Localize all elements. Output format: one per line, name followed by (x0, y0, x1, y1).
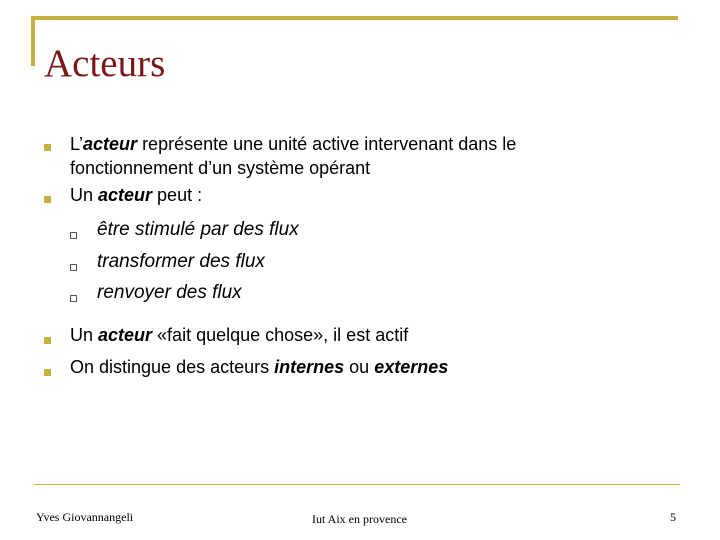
slide-title: Acteurs (44, 42, 166, 85)
bullet-1-em: acteur (83, 134, 138, 154)
subitem-2: transformer des flux (97, 251, 265, 272)
subitem-1: être stimulé par des flux (97, 219, 299, 240)
bullet-4-text (70, 355, 448, 379)
bullet-4-em1: internes (274, 357, 345, 377)
bullet-3-em: acteur (98, 325, 153, 345)
bullet-square-icon (44, 144, 51, 151)
bullet-square-icon (44, 337, 51, 344)
bullet-1-pre: L’ (70, 134, 84, 154)
bullet-1-line-2: fonctionnement d’un système opérant (70, 158, 371, 178)
checkbox-bullet-icon (70, 232, 77, 239)
page-number: 5 (670, 510, 676, 524)
footer-author: Yves Giovannangeli (36, 510, 134, 524)
checkbox-bullet-icon (70, 264, 77, 271)
bullet-2-post: peut : (152, 185, 203, 205)
footer-divider (34, 484, 680, 485)
bullet-4-pre: On distingue des acteurs (70, 357, 275, 377)
bullet-square-icon (44, 369, 51, 376)
bullet-square-icon (44, 196, 51, 203)
bullet-1-post: représente une unité active intervenant dans le (137, 134, 517, 154)
bullet-4-mid: ou (344, 357, 375, 377)
bullet-3-pre: Un (70, 325, 99, 345)
bullet-2-pre: Un (70, 185, 99, 205)
bullet-1-line-1 (70, 132, 516, 156)
frame-left-border (31, 16, 35, 66)
bullet-3-post: «fait quelque chose», il est actif (152, 325, 409, 345)
bullet-2-em: acteur (98, 185, 153, 205)
bullet-4-em2: externes (374, 357, 449, 377)
bullet-3-text (70, 323, 408, 347)
bullet-2-text (70, 183, 202, 207)
subitem-3: renvoyer des flux (97, 282, 242, 303)
checkbox-bullet-icon (70, 295, 77, 302)
frame-top-border (31, 16, 678, 20)
footer-institution: Iut Aix en provence (312, 512, 407, 526)
